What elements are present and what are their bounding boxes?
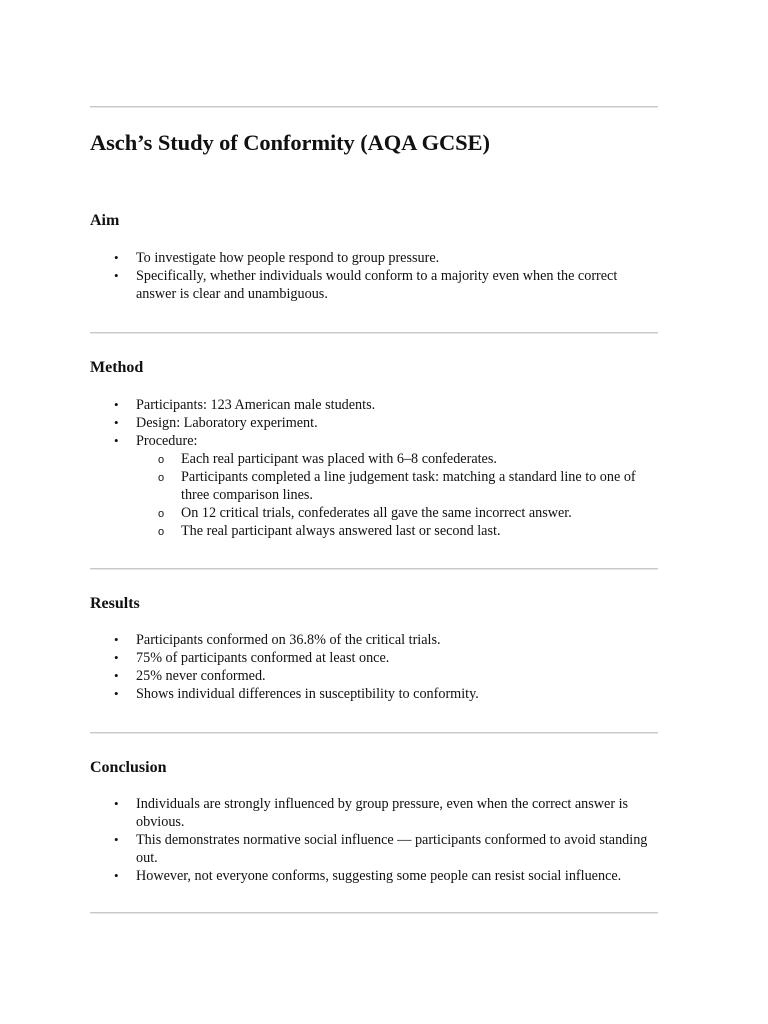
- section-heading-aim: Aim: [90, 212, 120, 229]
- list-item: • Shows individual differences in susceptibility to conformity.: [90, 685, 658, 703]
- procedure-sublist: [136, 450, 658, 540]
- list-item: • Design: Laboratory experiment.: [90, 414, 658, 432]
- results-list: [90, 631, 658, 703]
- sub-list-item: o Each real participant was placed with 6–8 confederates.: [136, 450, 658, 468]
- bottom-divider: [90, 912, 658, 914]
- list-item: • However, not everyone conforms, suggesting some people can resist social influence.: [90, 867, 658, 885]
- section-divider: [90, 732, 658, 734]
- list-item: • This demonstrates normative social influence — participants conformed to avoid standing out.: [90, 831, 658, 867]
- page-title: Asch’s Study of Conformity (AQA GCSE): [90, 130, 490, 155]
- list-item: • Participants: 123 American male students.: [90, 396, 658, 414]
- top-divider: [90, 106, 658, 108]
- section-heading-results: Results: [90, 595, 140, 612]
- list-item: • Participants conformed on 36.8% of the critical trials.: [90, 631, 658, 649]
- list-item: • Individuals are strongly influenced by group pressure, even when the correct answer is obvious.: [90, 795, 658, 831]
- section-heading-method: Method: [90, 359, 144, 376]
- sub-list-item: o Participants completed a line judgement task: matching a standard line to one of three comparison lines.: [136, 468, 658, 504]
- section-heading-conclusion: Conclusion: [90, 759, 167, 776]
- list-item-procedure: [90, 432, 658, 540]
- aim-list: [90, 249, 658, 303]
- procedure-label: Procedure:: [136, 433, 198, 449]
- list-item: • To investigate how people respond to group pressure.: [90, 249, 658, 267]
- sub-list-item: o The real participant always answered last or second last.: [136, 522, 658, 540]
- list-item: • Specifically, whether individuals would conform to a majority even when the correct answer is clear and unambiguous.: [90, 267, 658, 303]
- conclusion-list: [90, 795, 658, 885]
- section-divider: [90, 332, 658, 334]
- list-item: • 25% never conformed.: [90, 667, 658, 685]
- section-divider: [90, 568, 658, 570]
- method-list: [90, 396, 658, 540]
- list-item: • 75% of participants conformed at least once.: [90, 649, 658, 667]
- sub-list-item: o On 12 critical trials, confederates all gave the same incorrect answer.: [136, 504, 658, 522]
